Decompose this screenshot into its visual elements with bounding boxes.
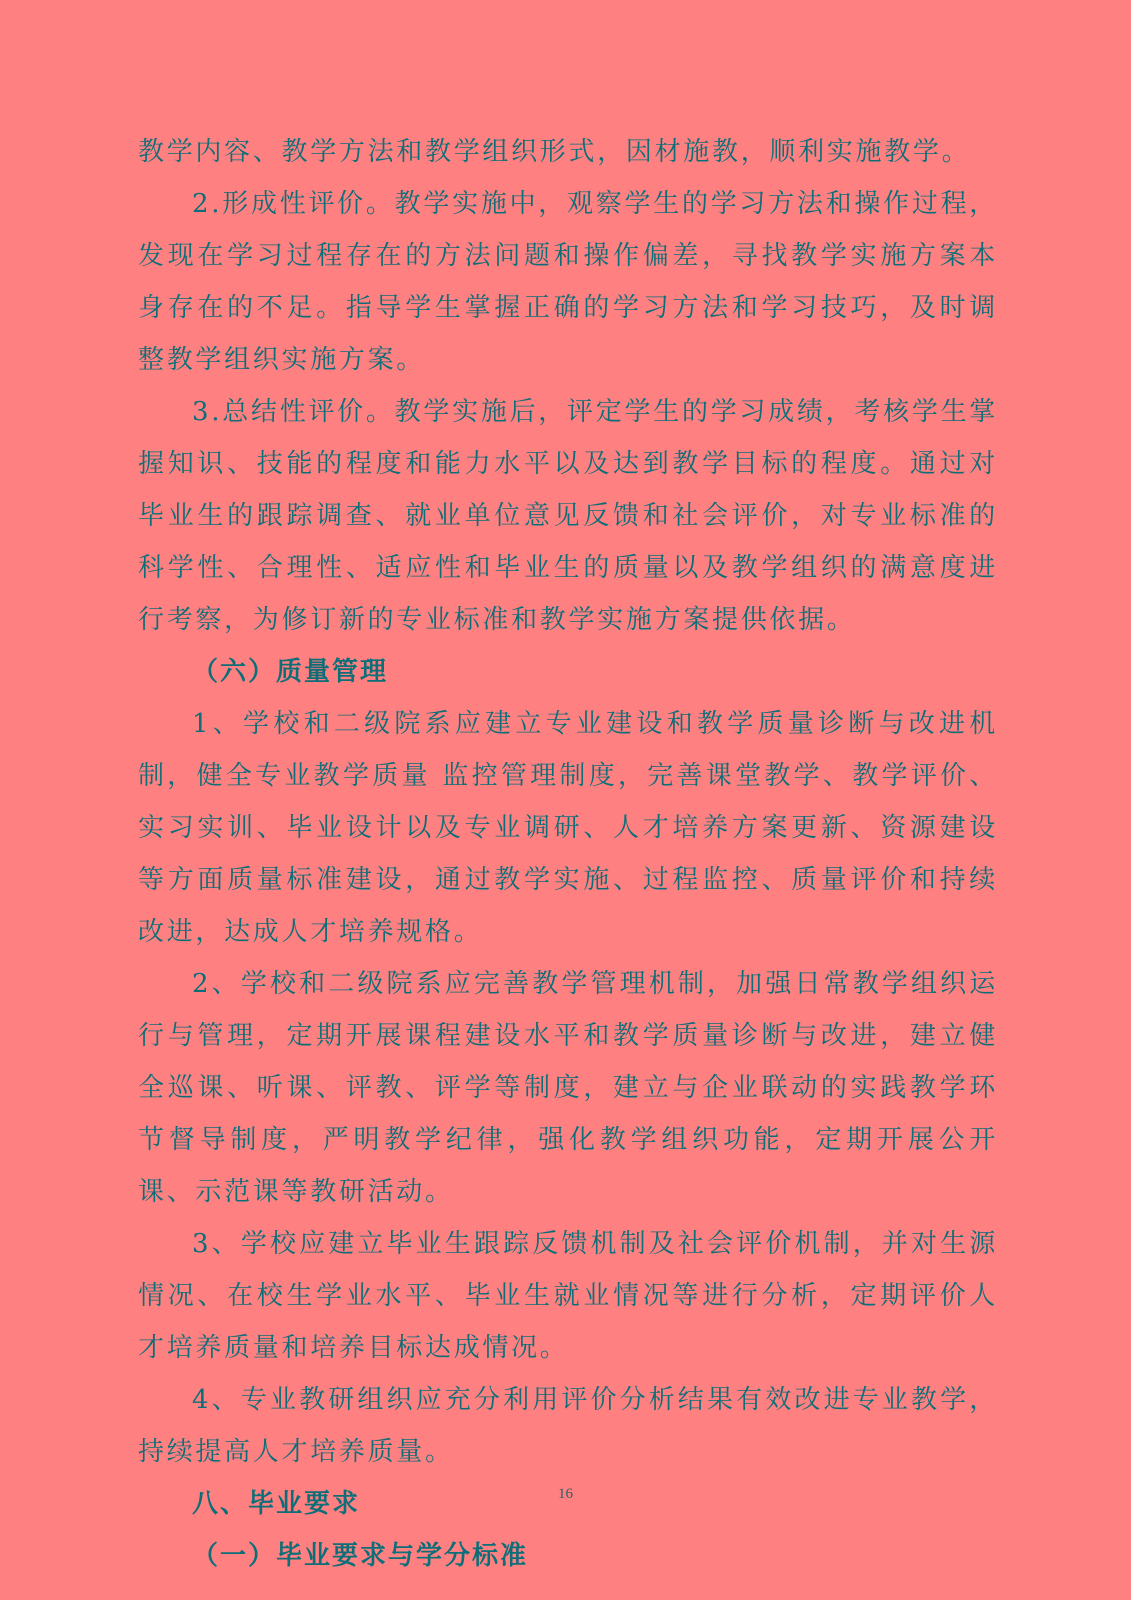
subsection-heading-credit-standards: （一）毕业要求与学分标准: [192, 1541, 529, 1571]
paragraph-continuation: 教学内容、教学方法和教学组织形式，因材施教，顺利实施教学。: [138, 137, 971, 167]
paragraph-summative-evaluation: 3.总结性评价。教学实施后，评定学生的学习成绩，考核学生掌握知识、技能的程度和能力水平以及达到教学目标的程度。通过对毕业生的跟踪调查、就业单位意见反馈和社会评价，对专业标准的科学性、合理性、适应性和毕业生的质量以及教学组织的满意度进行考察，为修订新的专业标准和教学实施方案提供依据。: [138, 397, 998, 635]
paragraph-quality-item-1: 1、学校和二级院系应建立专业建设和教学质量诊断与改进机制，健全专业教学质量 监控管理制度，完善课堂教学、教学评价、实习实训、毕业设计以及专业调研、人才培养方案更新、资源建设等方面质量标准建设，通过教学实施、过程监控、质量评价和持续改进，达成人才培养规格。: [138, 709, 998, 947]
paragraph-formative-evaluation: 2.形成性评价。教学实施中，观察学生的学习方法和操作过程，发现在学习过程存在的方法问题和操作偏差，寻找教学实施方案本身存在的不足。指导学生掌握正确的学习方法和学习技巧，及时调整教学组织实施方案。: [138, 189, 998, 375]
page-number: 16: [558, 1486, 573, 1502]
section-heading-quality-management: （六）质量管理: [192, 657, 389, 687]
document-body: [138, 126, 998, 1582]
paragraph-quality-item-2: 2、学校和二级院系应完善教学管理机制，加强日常教学组织运行与管理，定期开展课程建设水平和教学质量诊断与改进，建立健全巡课、听课、评教、评学等制度，建立与企业联动的实践教学环节督导制度，严明教学纪律，强化教学组织功能，定期开展公开课、示范课等教研活动。: [138, 969, 998, 1207]
paragraph-quality-item-4: 4、专业教研组织应充分利用评价分析结果有效改进专业教学，持续提高人才培养质量。: [138, 1385, 998, 1467]
section-heading-graduation-requirements: 八、毕业要求: [192, 1489, 361, 1519]
paragraph-quality-item-3: 3、学校应建立毕业生跟踪反馈机制及社会评价机制，并对生源情况、在校生学业水平、毕业生就业情况等进行分析，定期评价人才培养质量和培养目标达成情况。: [138, 1229, 998, 1363]
